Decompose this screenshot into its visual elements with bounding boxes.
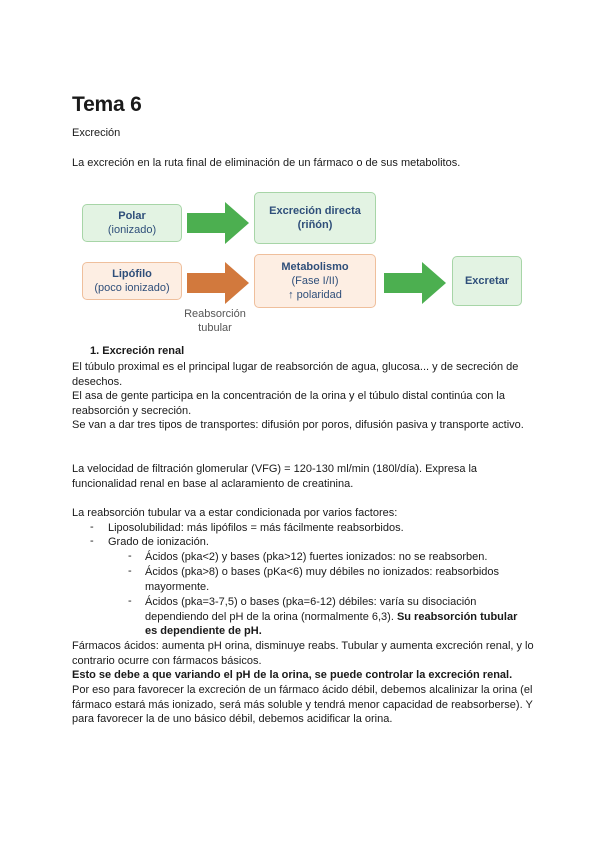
directa-label: Excreción directa bbox=[269, 205, 361, 217]
bullet-2: Grado de ionización. bbox=[108, 536, 209, 548]
lipofilo-sublabel: (poco ionizado) bbox=[94, 282, 170, 294]
subbullet-2: Ácidos (pka>8) o bases (pKa<6) muy débiles no ionizados: reabsorbidos mayormente. bbox=[145, 566, 500, 593]
excrecion-directa-box bbox=[254, 192, 376, 244]
metab-polarity: ↑ polaridad bbox=[288, 289, 342, 301]
intro-paragraph: La excreción en la ruta final de eliminación de un fármaco o de sus metabolitos. bbox=[72, 157, 461, 169]
excretar-label: Excretar bbox=[464, 275, 510, 287]
excretar-box bbox=[452, 256, 522, 306]
directa-sublabel: (riñón) bbox=[297, 219, 333, 231]
subbullet-3-bold: Su reabsorción tubular es dependiente de pH. bbox=[145, 610, 518, 637]
paragraph-2: El asa de gente participa en la concentración de la orina y el túbulo distal continúa con la reabsorción y secreción. bbox=[72, 390, 505, 417]
subbullet-dash-2: - bbox=[128, 565, 132, 577]
bullet-dash-2: - bbox=[90, 535, 94, 547]
green-arrow-top bbox=[187, 202, 249, 244]
subbullet-1: Ácidos (pka<2) y bases (pka>12) fuertes ionizados: no se reabsorben. bbox=[145, 551, 488, 563]
metab-phase: (Fase I/II) bbox=[291, 275, 339, 287]
subbullet-dash-1: - bbox=[128, 550, 132, 562]
subbullet-3-text: Ácidos (pka=3-7,5) o bases (pka=6-12) débiles: varía su disociación dependiendo del pH de la orina (normalmente 6,3). bbox=[145, 596, 477, 623]
orange-arrow bbox=[187, 262, 249, 304]
subbullet-3 bbox=[145, 595, 527, 639]
paragraph-1: El túbulo proximal es el principal lugar de reabsorción de agua, glucosa... y de secreción de desechos. bbox=[72, 361, 519, 388]
paragraph-6: Fármacos ácidos: aumenta pH orina, disminuye reabs. Tubular y aumenta excreción renal, y lo contrario ocurre con fármacos básicos. bbox=[72, 640, 534, 667]
page-title: Tema 6 bbox=[72, 93, 142, 116]
reab-line2: tubular bbox=[198, 322, 232, 334]
reab-line1: Reabsorción bbox=[184, 308, 246, 320]
bullet-1: Liposolubilidad: más lipófilos = más fácilmente reabsorbidos. bbox=[108, 522, 404, 534]
paragraph-3: Se van a dar tres tipos de transportes: difusión por poros, difusión pasiva y transporte activo. bbox=[72, 419, 524, 431]
metab-label: Metabolismo bbox=[281, 261, 349, 273]
bullet-dash-1: - bbox=[90, 521, 94, 533]
polar-box bbox=[82, 204, 182, 242]
paragraph-8: Por eso para favorecer la excreción de un fármaco ácido débil, debemos alcalinizar la orina (el fármaco estará más ionizado, será más soluble y tendrá menor capacidad de reabsorberse). Y para favorecer la de uno básico débil, debemos acidificar la orina. bbox=[72, 684, 533, 725]
section-1-title: 1. Excreción renal bbox=[90, 345, 185, 357]
reabsorcion-label bbox=[175, 307, 255, 335]
metabolismo-box bbox=[254, 254, 376, 308]
subbullet-dash-3: - bbox=[128, 595, 132, 607]
paragraph-7: Esto se debe a que variando el pH de la orina, se puede controlar la excreción renal. bbox=[72, 669, 513, 681]
paragraph-5: La reabsorción tubular va a estar condicionada por varios factores: bbox=[72, 507, 398, 519]
polar-label: Polar bbox=[118, 210, 146, 222]
polar-sublabel: (ionizado) bbox=[107, 224, 157, 236]
lipofilo-label: Lipófilo bbox=[112, 268, 152, 280]
subtitle: Excreción bbox=[72, 127, 121, 139]
green-arrow-right bbox=[384, 262, 446, 304]
lipofilo-box bbox=[82, 262, 182, 300]
paragraph-4: La velocidad de filtración glomerular (VFG) = 120-130 ml/min (180l/día). Expresa la funcionalidad renal en base al aclaramiento de creatinina. bbox=[72, 463, 478, 490]
